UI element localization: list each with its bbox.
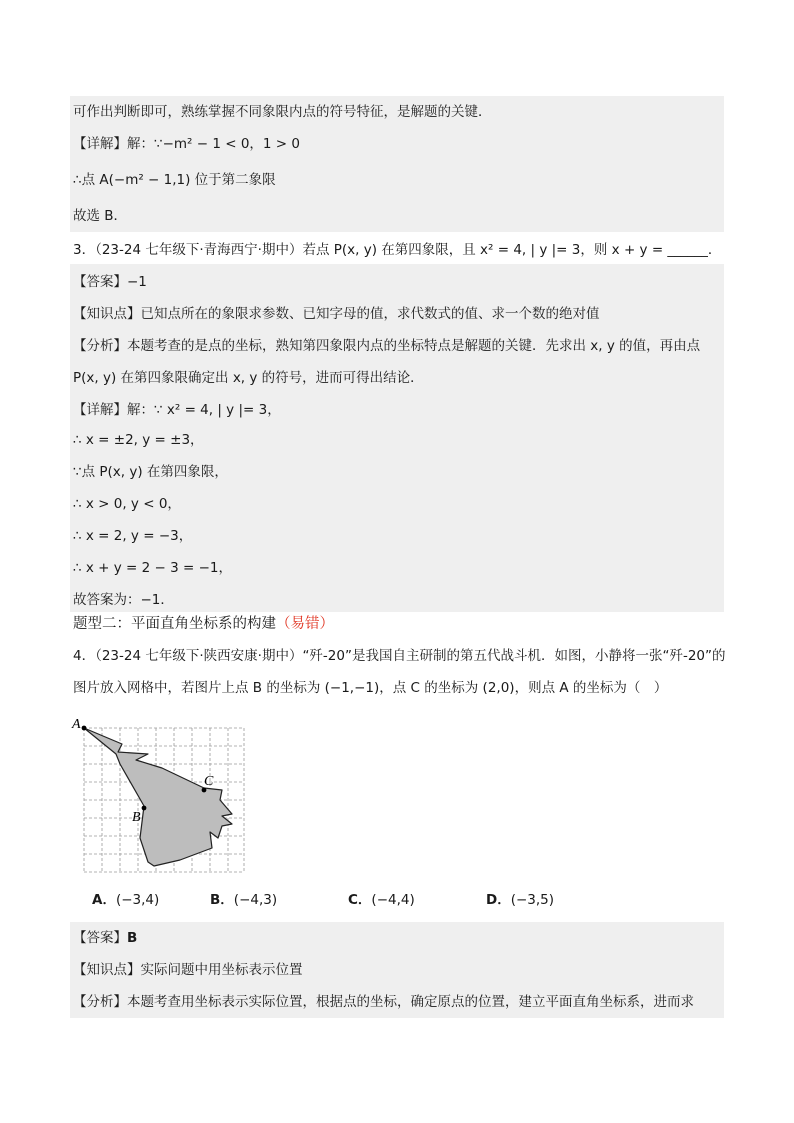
label-b: B <box>132 810 141 825</box>
detail-text: 解：∵−m² − 1 < 0，1 > 0 <box>127 136 301 152</box>
option-c[interactable] <box>348 890 415 910</box>
q3-detail-5: ∴ x = 2, y = −3， <box>73 528 193 544</box>
detail-tag: 【详解】 <box>73 402 127 418</box>
section-title: 题型二：平面直角坐标系的构建 <box>73 616 276 632</box>
knowledge-text: 已知点所在的象限求参数、已知字母的值，求代数式的值、求一个数的绝对值 <box>140 306 600 322</box>
knowledge-text: 实际问题中用坐标表示位置 <box>140 962 303 978</box>
option-value: (−3,4) <box>115 892 160 908</box>
knowledge-tag: 【知识点】 <box>73 962 141 978</box>
q3-detail-3: ∵点 P(x, y) 在第四象限， <box>73 464 228 480</box>
option-letter: A． <box>92 892 116 908</box>
option-b[interactable] <box>210 890 277 910</box>
answer-value: B <box>127 930 138 946</box>
q3-detail-1 <box>73 400 281 420</box>
q3-analysis-2: P(x, y) 在第四象限确定出 x, y 的符号，进而可得出结论． <box>73 370 424 386</box>
point-b <box>142 806 147 811</box>
detail-line <box>73 134 300 154</box>
option-value: (−3,5) <box>510 892 555 908</box>
choice-line: 故选 B． <box>73 208 128 224</box>
q3-detail-4: ∴ x > 0, y < 0， <box>73 496 181 512</box>
q3-detail-6: ∴ x + y = 2 − 3 = −1， <box>73 560 233 576</box>
section-heading <box>73 614 334 634</box>
q4-answer <box>73 928 137 948</box>
answer-value: −1 <box>127 274 147 290</box>
analysis-continuation: 可作出判断即可，熟练掌握不同象限内点的符号特征，是解题的关键． <box>73 104 492 120</box>
q3-knowledge <box>73 304 600 324</box>
label-a: A <box>72 717 81 732</box>
aircraft-grid-figure <box>70 712 250 877</box>
analysis-text: 本题考查的是点的坐标，熟知第四象限内点的坐标特点是解题的关键．先求出 x, y 的值，再由点 <box>127 338 701 354</box>
analysis-tag: 【分析】 <box>73 338 127 354</box>
option-value: (−4,4) <box>371 892 415 908</box>
detail-tag: 【详解】 <box>73 136 127 152</box>
q3-detail-7: 故答案为：−1． <box>73 592 174 608</box>
q3-analysis-1 <box>73 336 700 356</box>
analysis-tag: 【分析】 <box>73 994 127 1010</box>
option-d[interactable] <box>486 890 554 910</box>
question-4-stem-2: 图片放入网格中，若图片上点 B 的坐标为 (−1,−1)，点 C 的坐标为 (2,0)，则点 A 的坐标为（ ） <box>73 680 668 696</box>
section-tag: （易错） <box>276 616 334 632</box>
analysis-text: 本题考查用坐标表示实际位置，根据点的坐标，确定原点的位置，建立平面直角坐标系，进而求 <box>127 994 694 1010</box>
conclusion-line: ∴点 A(−m² − 1,1) 位于第二象限 <box>73 172 276 188</box>
q4-knowledge <box>73 960 303 980</box>
label-c: C <box>204 774 214 789</box>
answer-tag: 【答案】 <box>73 930 127 946</box>
option-a[interactable] <box>92 890 159 910</box>
knowledge-tag: 【知识点】 <box>73 306 141 322</box>
option-letter: B． <box>210 892 234 908</box>
option-letter: D． <box>486 892 511 908</box>
question-3-stem: 3．（23-24 七年级下·青海西宁·期中）若点 P(x, y) 在第四象限，且 x² = 4, | y |= 3，则 x + y = ______． <box>73 242 722 258</box>
answer-tag: 【答案】 <box>73 274 127 290</box>
question-4-stem-1: 4．（23-24 七年级下·陕西安康·期中）“歼-20”是我国自主研制的第五代战斗机．如图，小静将一张“歼-20”的 <box>73 648 726 664</box>
q3-detail-2: ∴ x = ±2, y = ±3， <box>73 432 204 448</box>
q3-answer <box>73 272 147 292</box>
q4-analysis <box>73 992 694 1012</box>
point-a <box>82 726 87 731</box>
option-letter: C． <box>348 892 372 908</box>
detail-text: 解：∵ x² = 4, | y |= 3， <box>127 402 281 418</box>
option-value: (−4,3) <box>233 892 278 908</box>
